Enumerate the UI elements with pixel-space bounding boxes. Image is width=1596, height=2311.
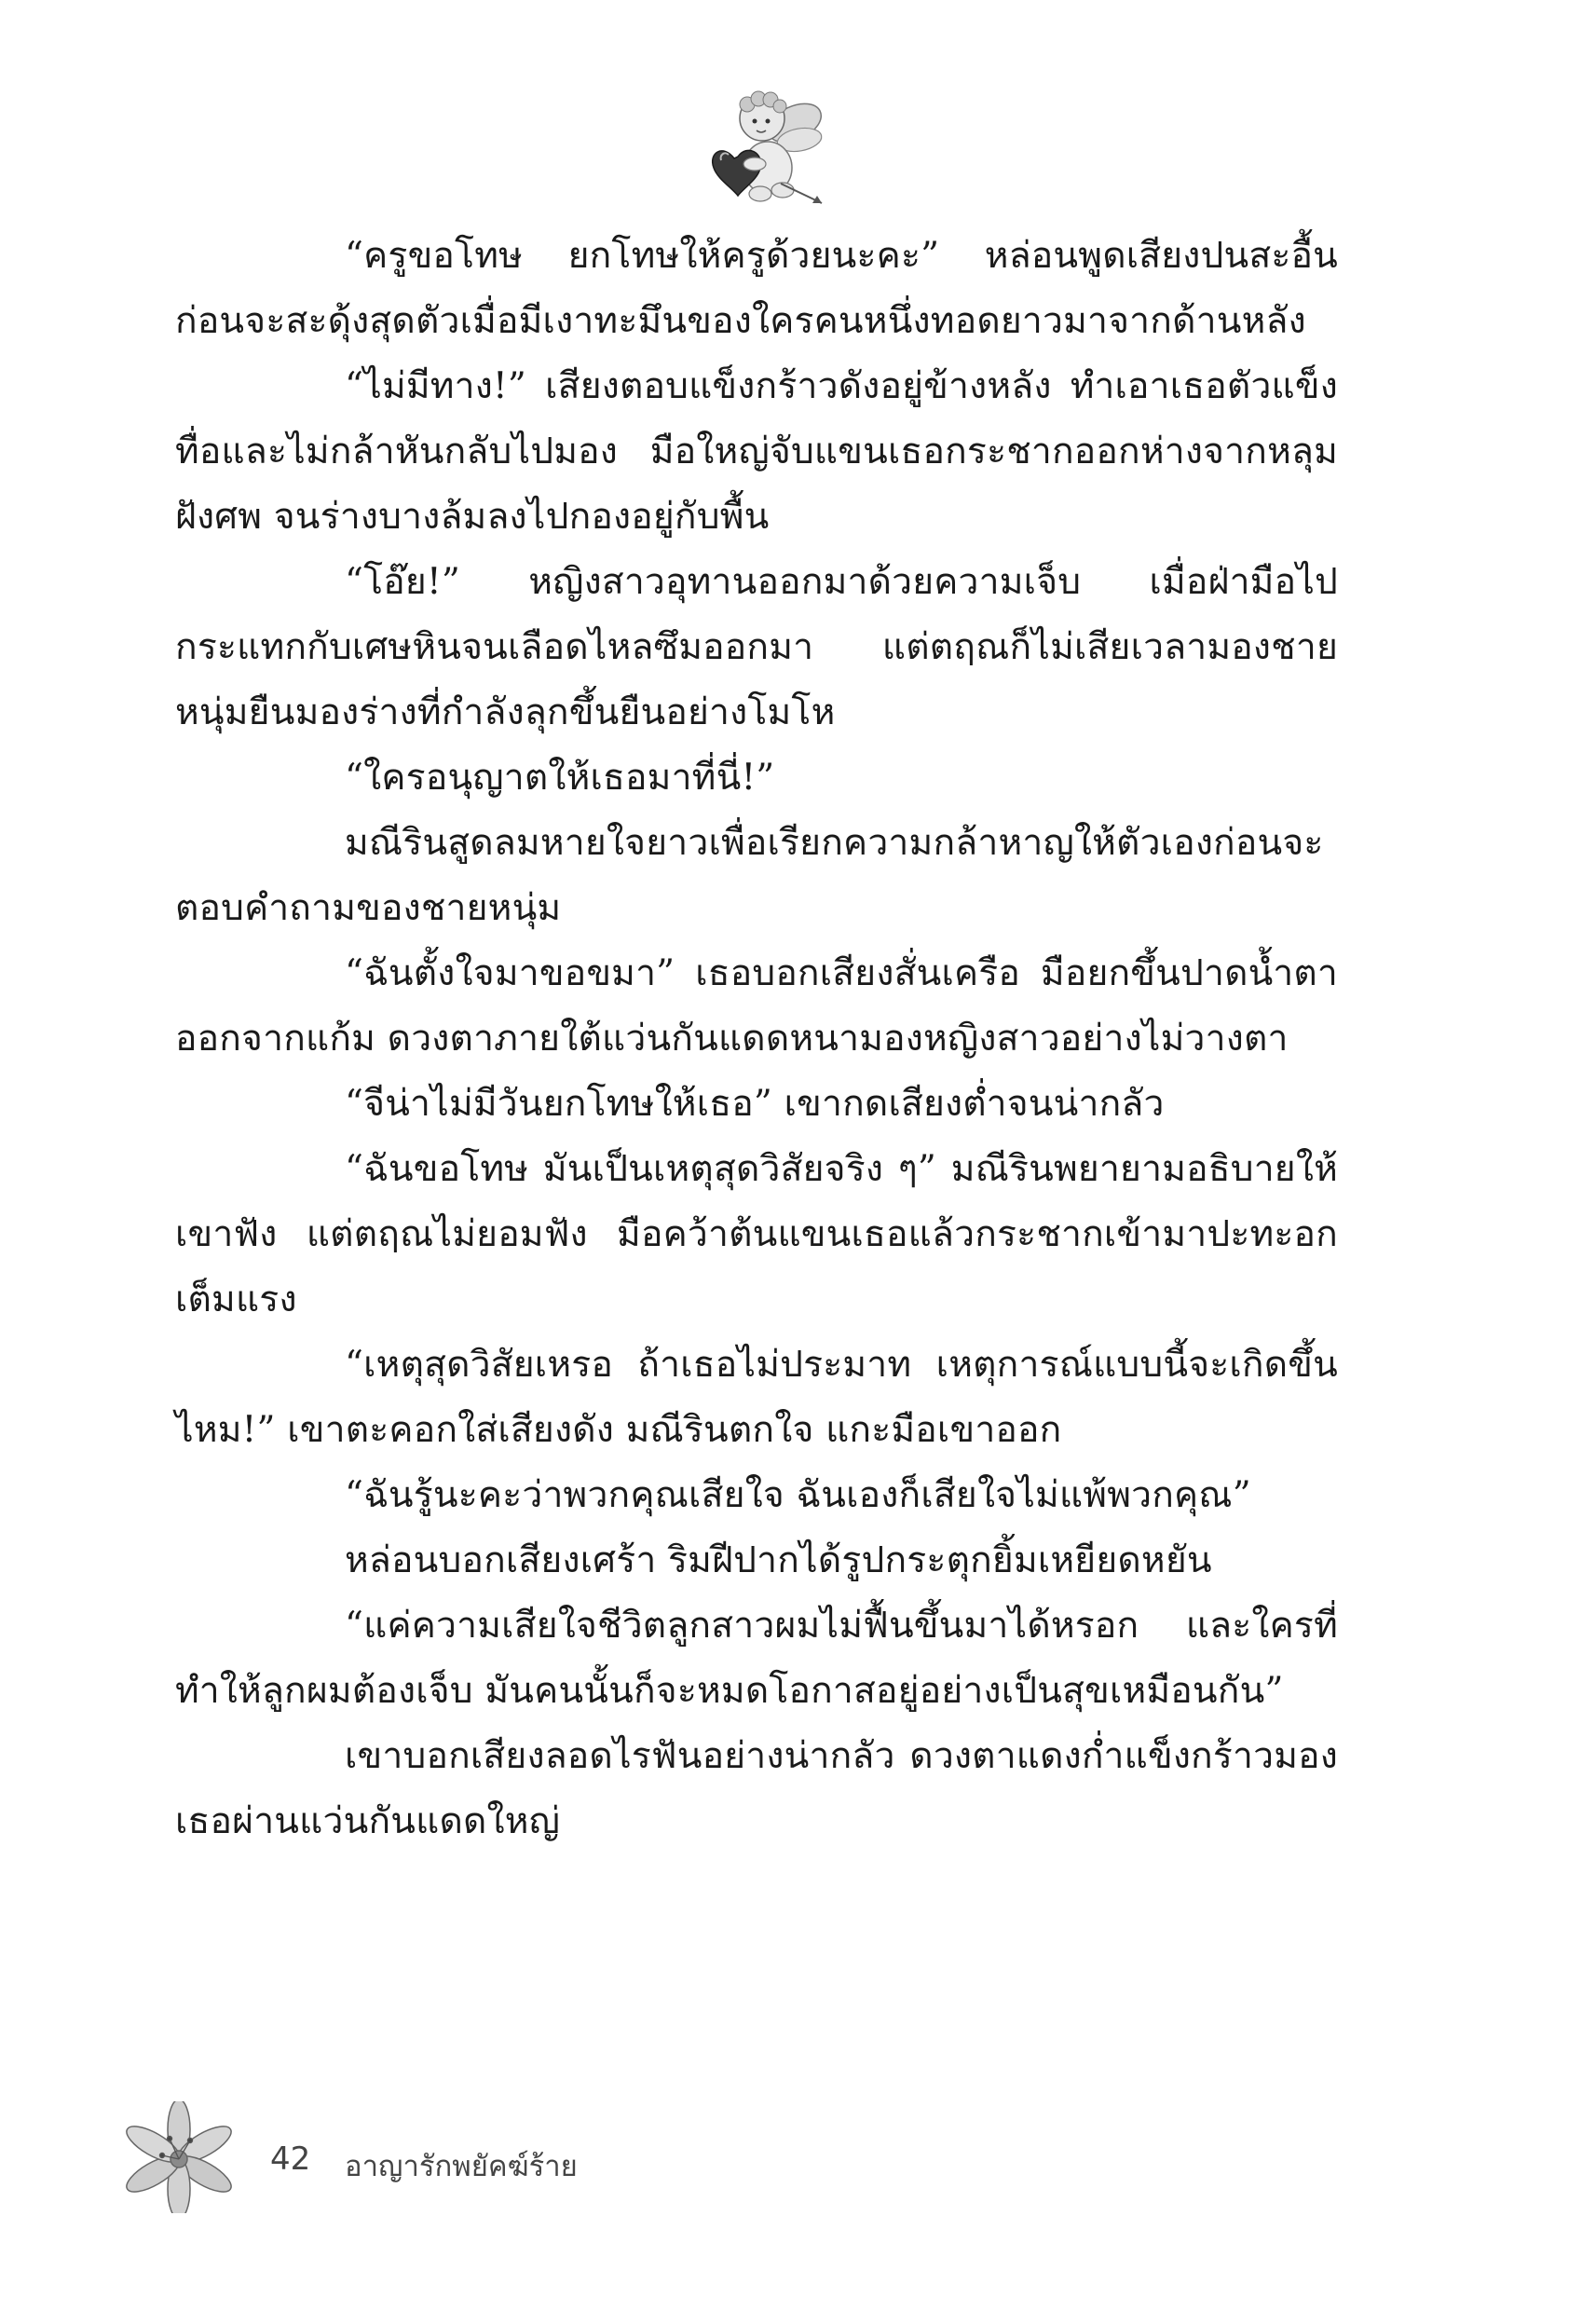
lily-flower-icon	[121, 2101, 252, 2213]
page-number: 42	[270, 2140, 311, 2178]
paragraph: “จีน่าไม่มีวันยกโทษให้เธอ” เขากดเสียงต่ำจนน่ากลัว	[345, 1083, 1165, 1125]
paragraph: “แค่ความเสียใจชีวิตลูกสาวผมไม่ฟื้นขึ้นมาได้หรอก และใครที่ทำให้ลูกผมต้องเจ็บ มันคนนั้นก็จะหมดโอกาสอยู่อย่างเป็นสุขเหมือนกัน”	[175, 1605, 1338, 1712]
paragraph: “ครูขอโทษ ยกโทษให้ครูด้วยนะคะ” หล่อนพูดเสียงปนสะอื้น ก่อนจะสะดุ้งสุดตัวเมื่อมีเงาทะมึนของใครคนหนึ่งทอดยาวมาจากด้านหลัง	[175, 235, 1338, 342]
cherub-with-heart-icon	[706, 86, 827, 212]
paragraph: เขาบอกเสียงลอดไรฟันอย่างน่ากลัว ดวงตาแดงก่ำแข็งกร้าวมองเธอผ่านแว่นกันแดดใหญ่	[175, 1735, 1338, 1842]
paragraph: “ฉันขอโทษ มันเป็นเหตุสุดวิสัยจริง ๆ” มณีรินพยายามอธิบายให้เขาฟัง แต่ตฤณไม่ยอมฟัง มือคว้าต้นแขนเธอแล้วกระชากเข้ามาปะทะอกเต็มแรง	[175, 1148, 1338, 1320]
paragraph: “ฉันรู้นะคะว่าพวกคุณเสียใจ ฉันเองก็เสียใจไม่แพ้พวกคุณ”	[345, 1474, 1251, 1516]
paragraph: มณีรินสูดลมหายใจยาวเพื่อเรียกความกล้าหาญให้ตัวเองก่อนจะตอบคำถามของชายหนุ่ม	[175, 822, 1324, 929]
paragraph: “เหตุสุดวิสัยเหรอ ถ้าเธอไม่ประมาท เหตุการณ์แบบนี้จะเกิดขึ้นไหม!” เขาตะคอกใส่เสียงดัง มณีรินตกใจ แกะมือเขาออก	[175, 1344, 1338, 1451]
body-text	[175, 224, 1338, 1854]
paragraph: หล่อนบอกเสียงเศร้า ริมฝีปากได้รูปกระตุกยิ้มเหยียดหยัน	[345, 1539, 1212, 1581]
paragraph: “ใครอนุญาตให้เธอมาที่นี่!”	[345, 757, 775, 799]
paragraph: “ไม่มีทาง!” เสียงตอบแข็งกร้าวดังอยู่ข้างหลัง ทำเอาเธอตัวแข็งทื่อและไม่กล้าหันกลับไปมอง มือใหญ่จับแขนเธอกระชากออกห่างจากหลุมฝังศพ จนร่างบางล้มลงไปกองอยู่กับพื้น	[175, 365, 1338, 538]
paragraph: “โอ๊ย!” หญิงสาวอุทานออกมาด้วยความเจ็บ เมื่อฝ่ามือไปกระแทกกับเศษหินจนเลือดไหลซึมออกมา แต่ตฤณก็ไม่เสียเวลามองชายหนุ่มยืนมองร่างที่กำลังลุกขึ้นยืนอย่างโมโห	[175, 561, 1338, 733]
page-footer	[121, 2101, 866, 2213]
book-title: อาญารักพยัคฆ์ร้าย	[345, 2150, 578, 2183]
paragraph: “ฉันตั้งใจมาขอขมา” เธอบอกเสียงสั่นเครือ มือยกขึ้นปาดน้ำตาออกจากแก้ม ดวงตาภายใต้แว่นกันแดดหนามองหญิงสาวอย่างไม่วางตา	[175, 952, 1338, 1060]
